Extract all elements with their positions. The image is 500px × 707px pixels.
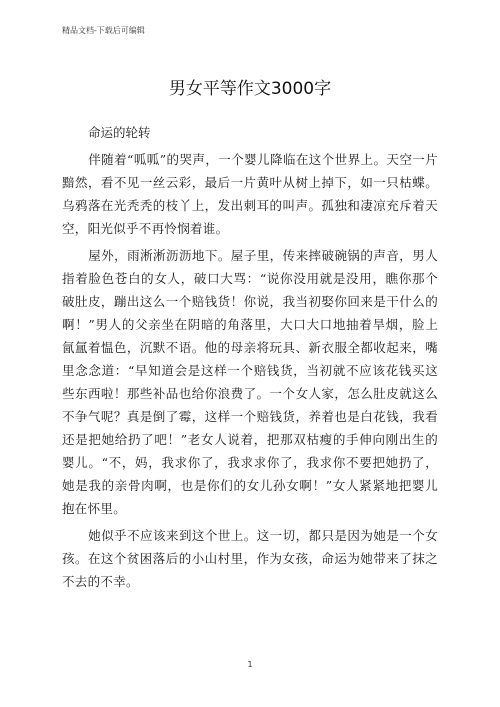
- paragraph-2: 屋外，雨淅淅沥沥地下。屋子里，传来摔破碗锅的声音，男人指着脸色苍白的女人，破口大骂：“说你没用就是没用，瞧你那个破肚皮，蹦出这么一个赔钱货！你说，我当初娶你回来是干什么的啊！”男人的父亲坐在阴暗的角落里，大口大口地抽着旱烟，脸上氤氲着愠色，沉默不语。他的母亲将玩具、新衣服全都收起来，嘴里念念道：“早知道会是这样一个赔钱货，当初就不应该花钱买这些东西啦！那些补品也给你浪费了。一个女人家，怎么肚皮就这么不争气呢？真是倒了霉，这样一个赔钱货，养着也是白花钱，我看还是把她给扔了吧！”老女人说着，把那双枯瘦的手伸向刚出生的婴儿。“不，妈，我求你了，我求求你了，我求你不要把她扔了，她是我的亲骨肉啊，也是你们的女儿孙女啊！”女人紧紧地把婴儿抱在怀里。: [62, 248, 438, 516]
- document-subtitle: 命运的轮转: [88, 125, 151, 140]
- paragraph-3: 她似乎不应该来到这个世上。这一切，都只是因为她是一个女孩。在这个贫困落后的小山村里，作为女孩，命运为她带来了抹之不去的不幸。: [62, 528, 438, 589]
- document-title: 男女平等作文3000字: [168, 79, 332, 99]
- document-body: [62, 121, 438, 593]
- page-number: 1: [247, 660, 253, 669]
- paragraph-1: 伴随着“呱呱”的哭声，一个婴儿降临在这个世界上。天空一片黯然，看不见一丝云彩，最后一片黄叶从树上掉下，如一只枯蝶。乌鸦落在光秃秃的枝丫上，发出刺耳的叫声。孤独和凄凉充斥着天空，阳光似乎不再怜悯着谁。: [62, 152, 438, 236]
- page-header: 精品文档-下载后可编辑: [62, 26, 145, 35]
